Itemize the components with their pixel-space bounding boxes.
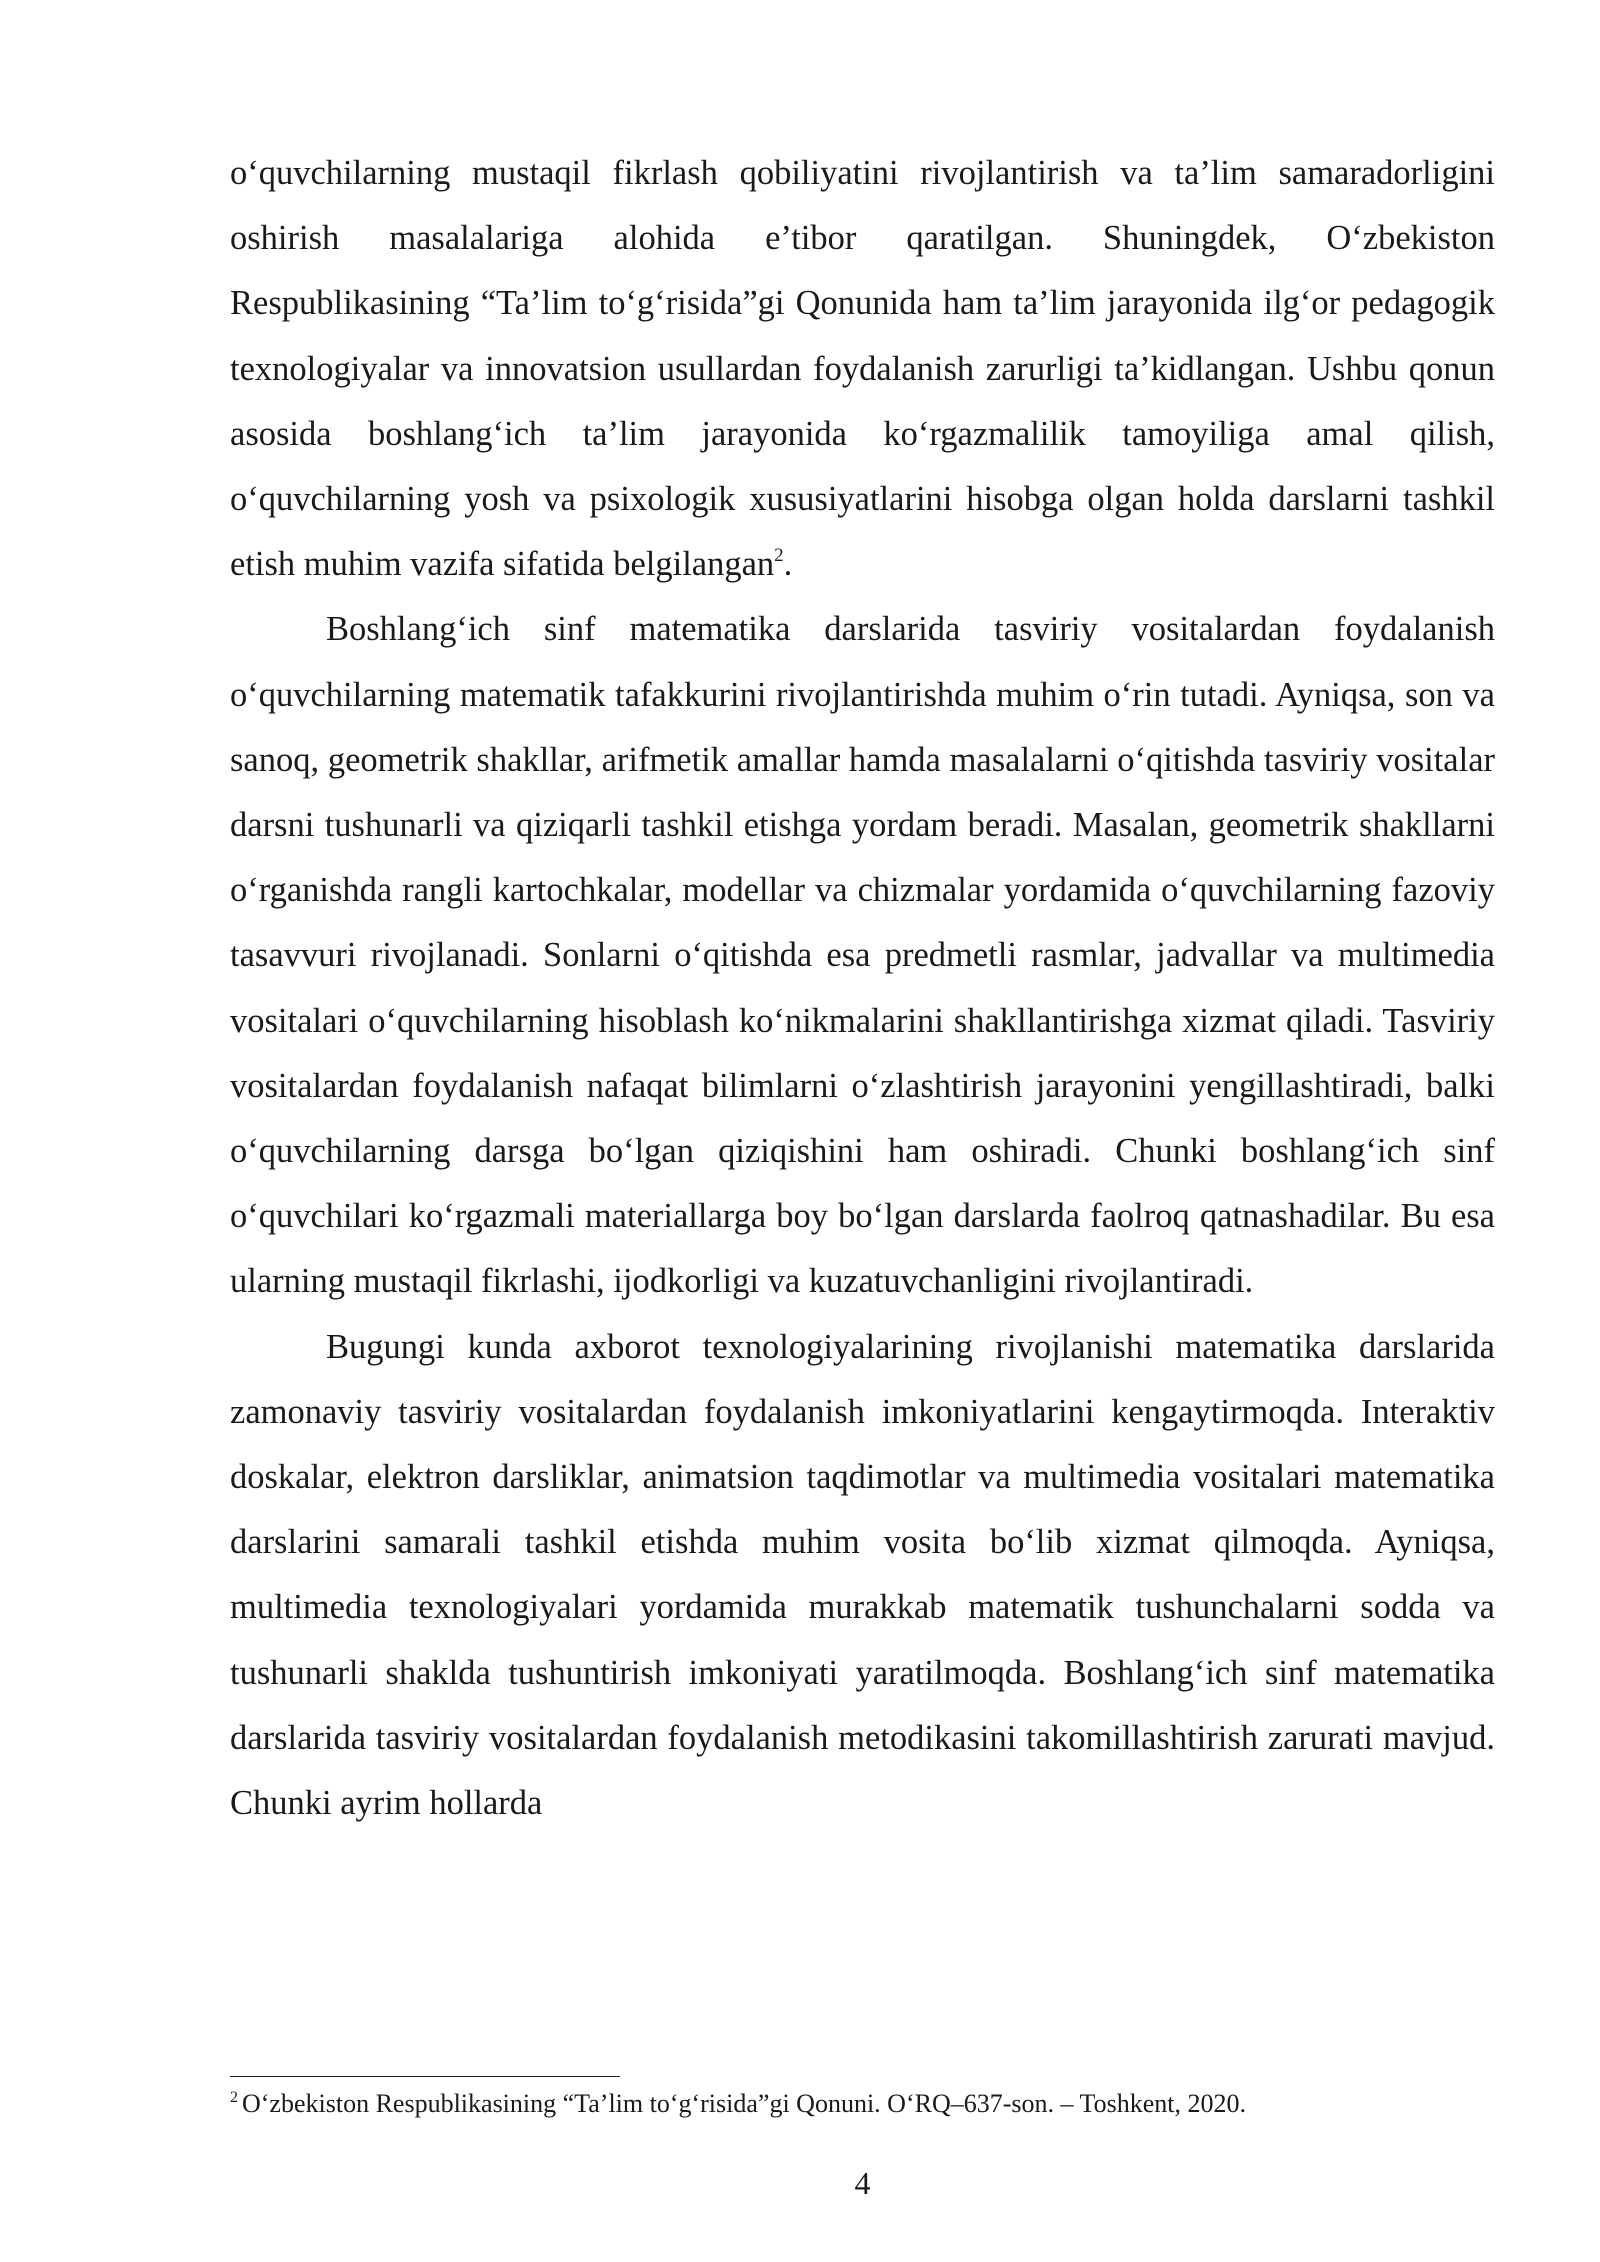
footnote-reference[interactable]: 2: [774, 545, 784, 567]
paragraph-1-end: .: [783, 545, 793, 584]
footnote-text: O‘zbekiston Respublikasining “Ta’lim to‘g‘risida”gi Qonuni. O‘RQ–637-son. – Toshkent, 2020.: [242, 2089, 1246, 2118]
paragraph-3: Bugungi kunda axborot texnologiyalarining rivojlanishi matematika darslarida zamonaviy tasviriy vositalardan foydalanish imkoniyatlarini kengaytirmoqda. Interaktiv doskalar, elektron darsliklar, animatsion taqdimotlar va multimedia vositalari matematika darslarini samarali tashkil etishda muhim vosita bo‘lib xizmat qilmoqda. Ayniqsa, multimedia texnologiyalari yordamida murakkab matematik tushunchalarni sodda va tushunarli shaklda tushuntirish imkoniyati yaratilmoqda. Boshlang‘ich sinf matematika darslarida tasviriy vositalardan foydalanish metodikasini takomillashtirish zarurati mavjud. Chunki ayrim hollarda: [230, 1327, 1495, 1823]
paragraph-2: Boshlang‘ich sinf matematika darslarida tasviriy vositalardan foydalanish o‘quvchilarning matematik tafakkurini rivojlantirishda muhim o‘rin tutadi. Ayniqsa, son va sanoq, geometrik shakllar, arifmetik amallar hamda masalalarni o‘qitishda tasviriy vositalar darsni tushunarli va qiziqarli tashkil etishga yordam beradi. Masalan, geometrik shakllarni o‘rganishda rangli kartochkalar, modellar va chizmalar yordamida o‘quvchilarning fazoviy tasavvuri rivojlanadi. Sonlarni o‘qitishda esa predmetli rasmlar, jadvallar va multimedia vositalari o‘quvchilarning hisoblash ko‘nikmalarini shakllantirishga xizmat qiladi. Tasviriy vositalardan foydalanish nafaqat bilimlarni o‘zlashtirish jarayonini yengillashtiradi, balki o‘quvchilarning darsga bo‘lgan qiziqishini ham oshiradi. Chunki boshlang‘ich sinf o‘quvchilari ko‘rgazmali materiallarga boy bo‘lgan darslarda faolroq qatnashadilar. Bu esa ularning mustaqil fikrlashi, ijodkorligi va kuzatuvchanligini rivojlantiradi.: [230, 610, 1495, 1301]
footnote: [230, 2087, 1495, 2121]
paragraph-1-text: o‘quvchilarning mustaqil fikrlash qobiliyatini rivojlantirish va ta’lim samaradorligini oshirish masalalariga alohida e’tibor qaratilgan. Shuningdek, O‘zbekiston Respublikasining “Ta’lim to‘g‘risida”gi Qonunida ham ta’lim jarayonida ilg‘or pedagogik texnologiyalar va innovatsion usullardan foydalanish zarurligi ta’kidlangan. Ushbu qonun asosida boshlang‘ich ta’lim jarayonida ko‘rgazmalilik tamoyiliga amal qilish, o‘quvchilarning yosh va psixologik xususiyatlarini hisobga olgan holda darslarni tashkil etish muhim vazifa sifatida belgilangan: [230, 154, 1495, 584]
footnote-separator: [230, 2076, 620, 2077]
body-text: [230, 141, 1495, 1836]
paragraph-1: [230, 141, 1495, 597]
page-number: 4: [854, 2165, 871, 2201]
footnote-number: 2: [230, 2089, 238, 2106]
